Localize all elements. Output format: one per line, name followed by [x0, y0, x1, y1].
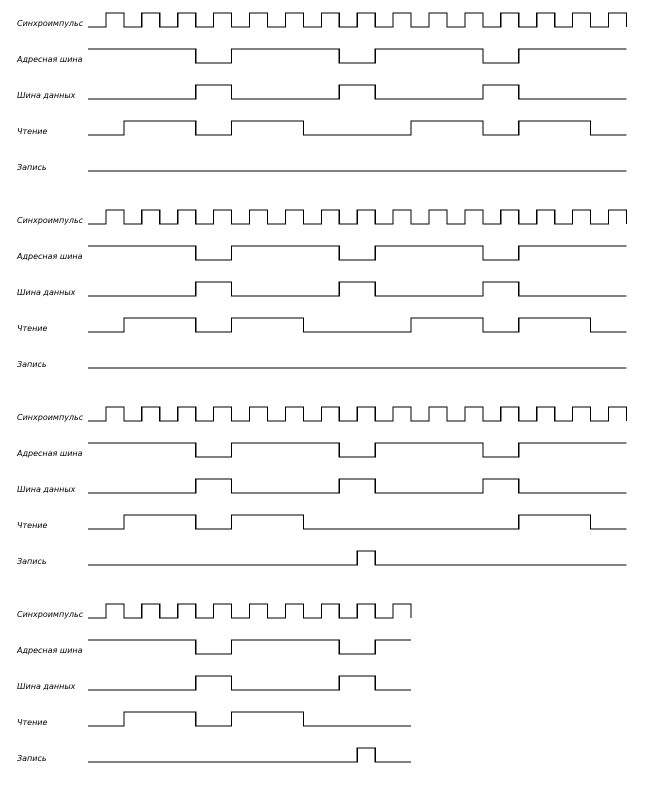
- write-label: Запись: [17, 754, 47, 763]
- address-bus-label: Адресная шина: [17, 252, 83, 261]
- data-bus-waveform: [88, 676, 411, 690]
- write-label: Запись: [17, 163, 47, 172]
- read-waveform: [88, 121, 627, 135]
- data-bus-label: Шина данных: [17, 682, 76, 691]
- read-label: Чтение: [17, 127, 48, 136]
- address-bus-label: Адресная шина: [17, 55, 83, 64]
- data-bus-waveform: [88, 282, 627, 296]
- data-bus-waveform: [88, 85, 627, 99]
- timing-panel-3: [16, 407, 627, 566]
- address-bus-label: Адресная шина: [17, 449, 83, 458]
- read-waveform: [88, 318, 627, 332]
- sync-pulse-label: Синхроимпульс: [17, 216, 84, 225]
- sync-pulse-label: Синхроимпульс: [17, 19, 84, 28]
- address-bus-label: Адресная шина: [17, 646, 83, 655]
- write-waveform: [88, 551, 627, 565]
- data-bus-label: Шина данных: [17, 485, 76, 494]
- write-waveform: [88, 748, 411, 762]
- sync-pulse-label: Синхроимпульс: [17, 610, 84, 619]
- address-bus-waveform: [88, 443, 627, 457]
- timing-panel-2: [16, 210, 627, 369]
- write-label: Запись: [17, 557, 47, 566]
- timing-panel-1: [16, 13, 627, 172]
- read-label: Чтение: [17, 521, 48, 530]
- data-bus-label: Шина данных: [17, 91, 76, 100]
- read-label: Чтение: [17, 718, 48, 727]
- read-label: Чтение: [17, 324, 48, 333]
- read-waveform: [88, 515, 627, 529]
- address-bus-waveform: [88, 49, 627, 63]
- timing-panel-4: [16, 604, 411, 763]
- sync-pulse-waveform: [88, 210, 627, 224]
- write-label: Запись: [17, 360, 47, 369]
- data-bus-label: Шина данных: [17, 288, 76, 297]
- sync-pulse-waveform: [88, 407, 627, 421]
- sync-pulse-label: Синхроимпульс: [17, 413, 84, 422]
- data-bus-waveform: [88, 479, 627, 493]
- address-bus-waveform: [88, 246, 627, 260]
- address-bus-waveform: [88, 640, 411, 654]
- read-waveform: [88, 712, 411, 726]
- sync-pulse-waveform: [88, 604, 411, 618]
- sync-pulse-waveform: [88, 13, 627, 27]
